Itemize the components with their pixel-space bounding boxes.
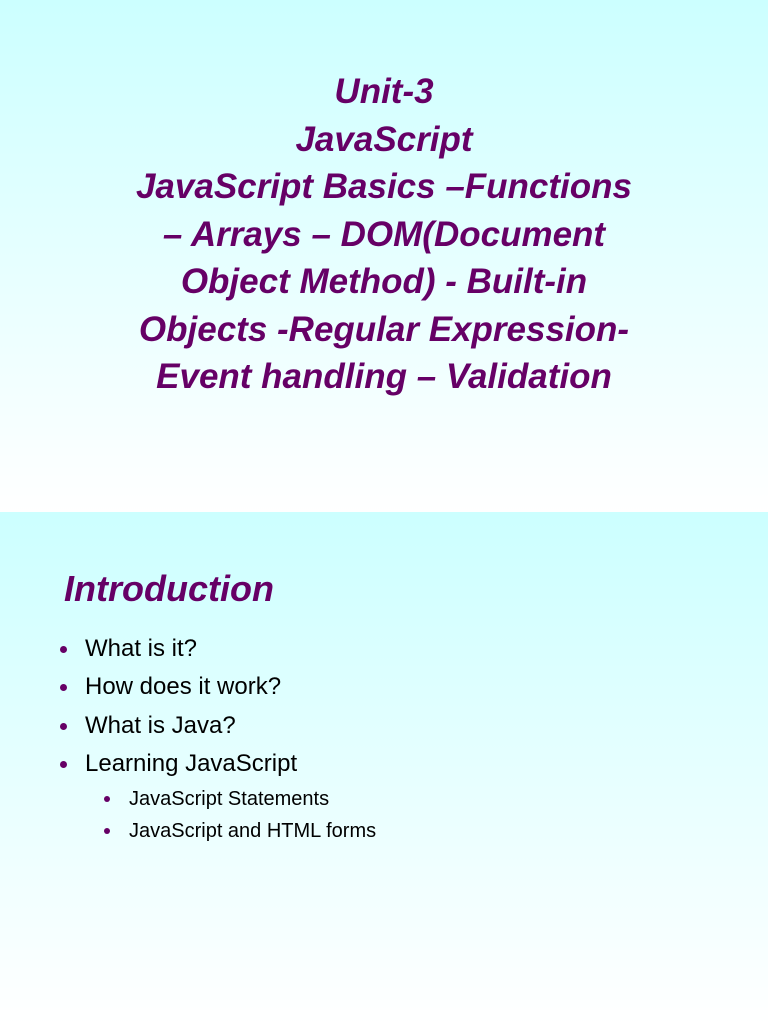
title-line-topics-5: Event handling – Validation bbox=[156, 357, 612, 396]
bullet-text: What is it? bbox=[85, 635, 198, 662]
bullet-text: How does it work? bbox=[85, 673, 282, 701]
list-item bbox=[60, 707, 376, 745]
bullet-dot-icon bbox=[60, 723, 67, 730]
bullet-text: What is Java? bbox=[85, 711, 236, 739]
slide-title-text bbox=[60, 68, 708, 401]
list-item bbox=[60, 745, 376, 783]
bullet-dot-icon bbox=[60, 684, 67, 691]
bullet-dot-icon bbox=[60, 646, 67, 653]
list-item bbox=[60, 668, 376, 706]
sub-bullet-list bbox=[60, 783, 376, 847]
title-line-subject: JavaScript bbox=[295, 119, 473, 159]
sub-bullet-dot-icon bbox=[104, 796, 110, 802]
slide-heading: Introduction bbox=[64, 568, 274, 609]
sub-list-item bbox=[104, 815, 376, 847]
sub-list-item bbox=[104, 783, 376, 815]
sub-list-container bbox=[60, 783, 376, 847]
sub-bullet-text: JavaScript Statements bbox=[129, 788, 330, 811]
sub-bullet-text: JavaScript and HTML forms bbox=[129, 820, 377, 843]
bullet-dot-icon bbox=[60, 761, 67, 768]
bullet-list bbox=[60, 630, 376, 847]
title-line-topics-3: Object Method) - Built-in bbox=[180, 262, 588, 301]
title-line-unit: Unit-3 bbox=[334, 72, 434, 111]
slide-introduction bbox=[0, 512, 768, 1024]
title-line-topics-4: Objects -Regular Expression- bbox=[138, 309, 630, 349]
bullet-text: Learning JavaScript bbox=[85, 749, 298, 777]
list-item bbox=[60, 630, 376, 668]
title-line-topics-2: – Arrays – DOM(Document bbox=[162, 214, 606, 254]
title-line-topics-1: JavaScript Basics –Functions bbox=[135, 167, 633, 206]
sub-bullet-dot-icon bbox=[104, 828, 110, 834]
